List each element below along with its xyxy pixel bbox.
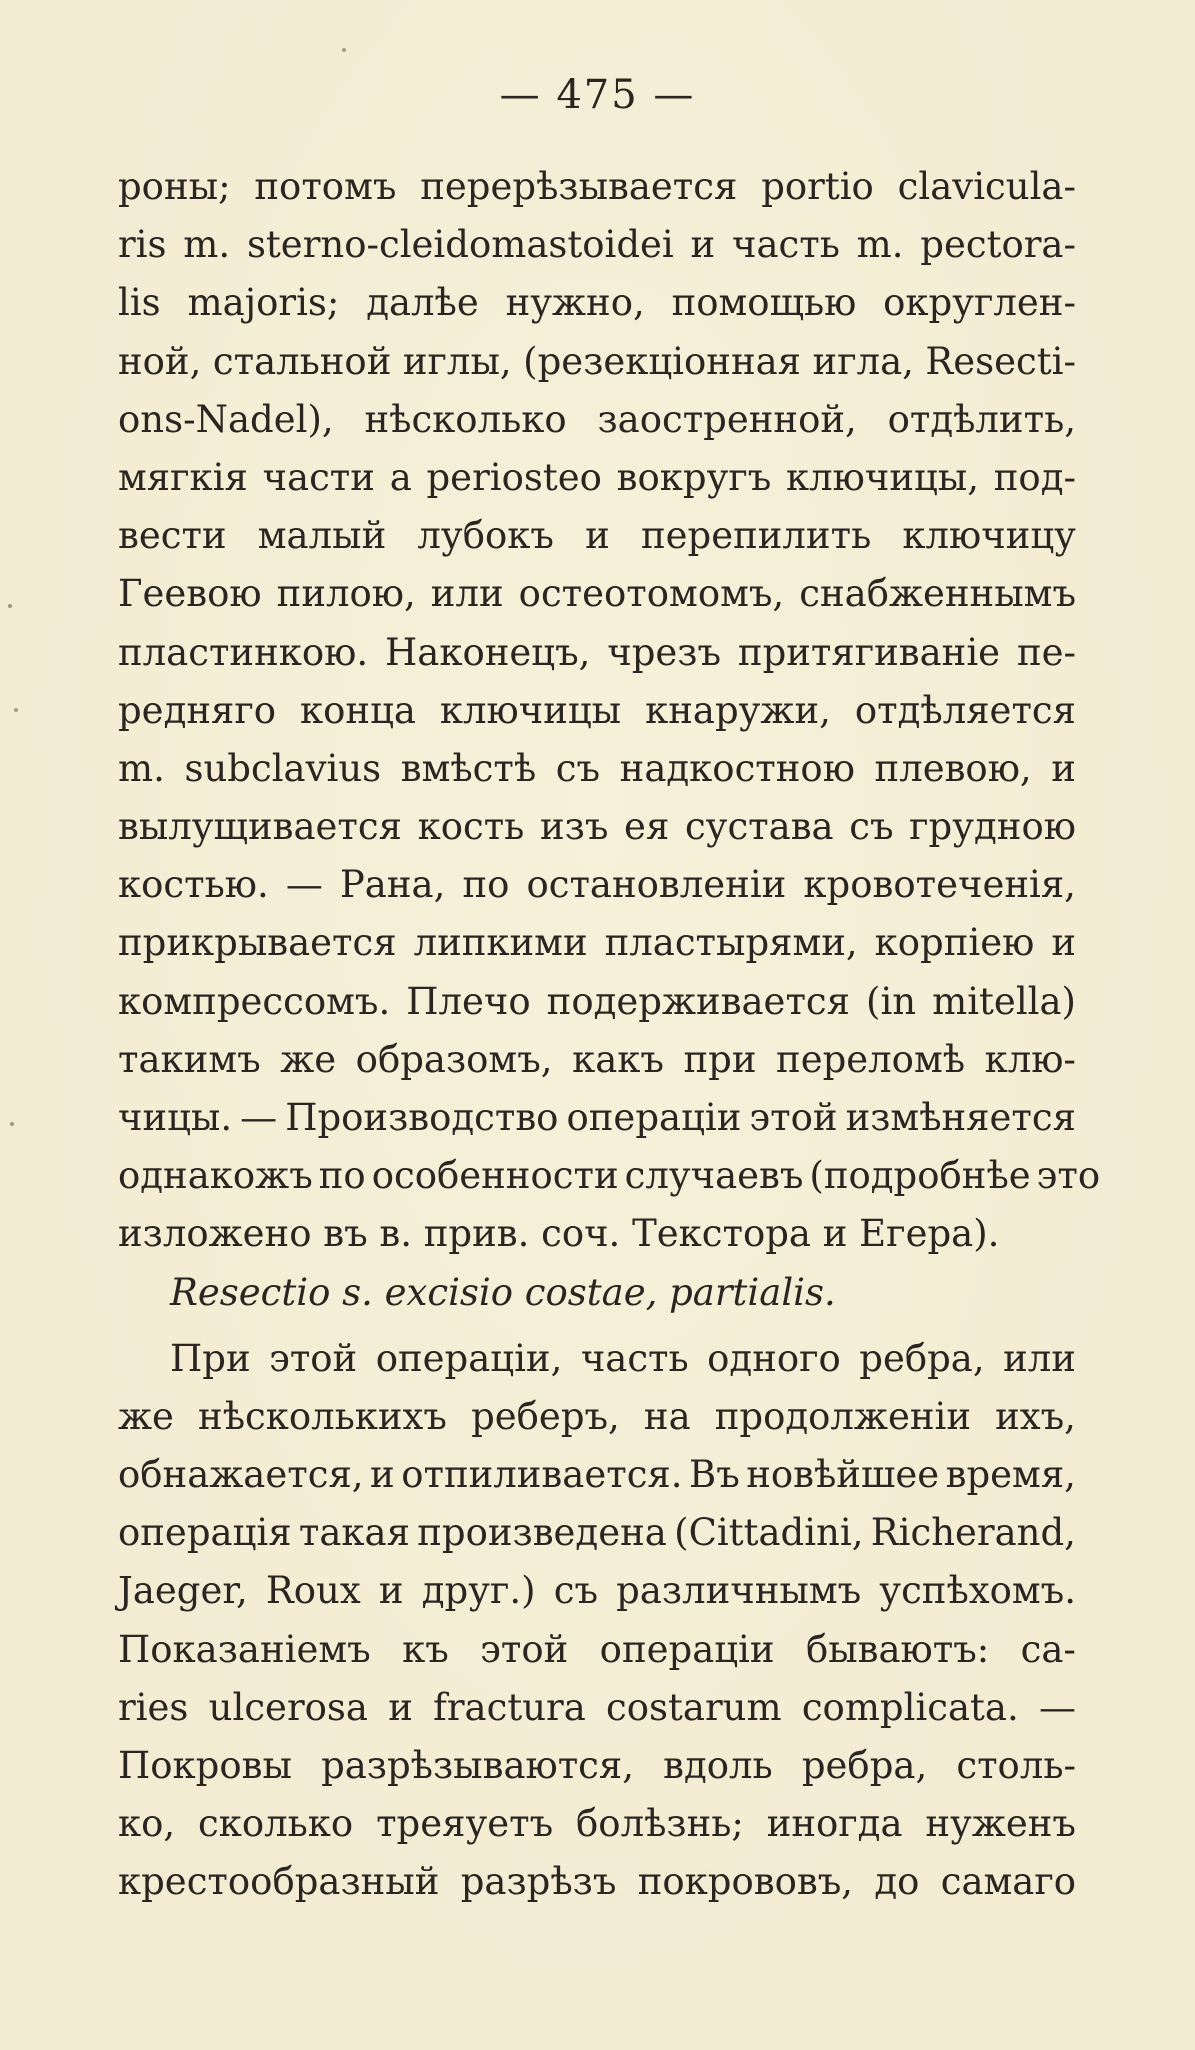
text-line: мягкія части a periosteo вокругъ ключицы, под-: [118, 455, 1076, 499]
body-text: [118, 158, 1101, 1911]
text-line: операція такая произведена (Cittadini, Richerand,: [118, 1511, 1076, 1555]
text-line: редняго конца ключицы кнаружи, отдѣляется: [118, 688, 1076, 732]
text-line: m. subclavius вмѣстѣ съ надкостною плевою, и: [118, 746, 1076, 790]
page-number: — 475 —: [499, 72, 696, 118]
paper-speck: [10, 1122, 14, 1126]
text-line: Покровы разрѣзываются, вдоль ребра, столь-: [118, 1743, 1076, 1787]
text-line: Jaeger, Roux и друг.) съ различнымъ успѣхомъ.: [118, 1569, 1076, 1613]
text-line: изложено въ в. прив. соч. Текстора и Егера).: [118, 1212, 1000, 1256]
text-line: ной, стальной иглы, (резекціонная игла, Resecti-: [118, 339, 1076, 383]
text-line: ons-Nadel), нѣсколько заостренной, отдѣлить,: [118, 397, 1076, 441]
text-line: такимъ же образомъ, какъ при переломѣ клю-: [118, 1037, 1076, 1081]
text-line: костью. — Рана, по остановленіи кровотеченія,: [118, 863, 1076, 907]
text-line: вылущивается кость изъ ея сустава съ грудною: [118, 805, 1076, 849]
paper-speck: [8, 604, 12, 608]
text-line: ries ulcerosa и fractura costarum complicata. —: [118, 1685, 1076, 1729]
text-line: обнажается, и отпиливается. Въ новѣйшее время,: [118, 1452, 1076, 1496]
text-line: роны; потомъ перерѣзывается portio clavicula-: [118, 165, 1076, 208]
text-line: же нѣсколькихъ реберъ, на продолженіи ихъ,: [118, 1394, 1076, 1438]
text-line: ко, сколько треяуетъ болѣзнь; иногда нуженъ: [118, 1802, 1076, 1846]
text-line: вести малый лубокъ и перепилить ключицу: [118, 514, 1076, 558]
paper-speck: [14, 708, 18, 712]
section-heading: Resectio s. excisio costae, partialis.: [170, 1270, 836, 1314]
text-line: компрессомъ. Плечо подерживается (in mitella): [118, 979, 1076, 1023]
paragraph-2: [118, 1330, 1076, 1912]
text-line: При этой операціи, часть одного ребра, или: [170, 1336, 1076, 1380]
text-line: Показаніемъ къ этой операціи бываютъ: ca-: [118, 1627, 1076, 1671]
text-line: Геевою пилою, или остеотомомъ, снабженнымъ: [118, 572, 1076, 616]
text-line: пластинкою. Наконецъ, чрезъ притягиваніе пе-: [118, 630, 1076, 674]
text-line: прикрывается липкими пластырями, корпіею и: [118, 921, 1076, 965]
text-line: однакожъ по особенности случаевъ (подробнѣе это: [118, 1154, 1101, 1198]
text-line: чицы. — Производство операціи этой измѣняется: [118, 1096, 1076, 1139]
text-line: крестообразный разрѣзъ покрововъ, до самаго: [118, 1860, 1076, 1904]
text-line: ris m. sterno-cleidomastoidei и часть m. pectora-: [118, 223, 1076, 267]
paragraph-1: [118, 158, 1101, 1264]
paper-speck: [342, 48, 346, 52]
text-line: lis majoris; далѣе нужно, помощью округлен-: [118, 281, 1076, 325]
